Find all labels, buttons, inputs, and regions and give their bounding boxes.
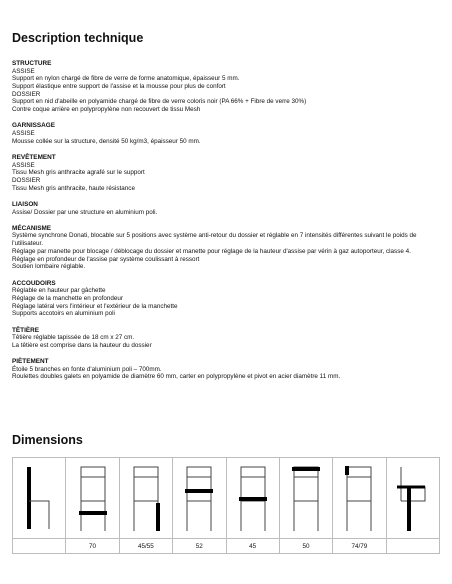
dimension-value	[386, 539, 439, 554]
spec-line: Tissu Mesh gris anthracite agrafé sur le support	[12, 169, 145, 177]
dimension-diagram-cell	[119, 458, 172, 539]
diagram-stroke	[401, 487, 425, 501]
spec-heading: REVÊTEMENT	[12, 154, 56, 161]
dimension-diagram-cell	[386, 458, 439, 539]
spec-heading: PIÈTEMENT	[12, 358, 49, 366]
chair-diagram-seat-back-outline	[21, 461, 57, 535]
dimension-diagram-cell	[13, 458, 66, 539]
spec-line: Têtière réglable tapissée de 18 cm x 27 cm.	[12, 334, 135, 342]
spec-section	[12, 60, 440, 114]
spec-line: Soutien lombaire réglable.	[12, 263, 86, 271]
chair-diagram-seat-depth	[75, 461, 111, 535]
chair-diagram-headrest-height	[341, 461, 377, 535]
spec-line: DOSSIER	[12, 90, 41, 98]
spec-line: Supports accotoirs en aluminium poli	[12, 310, 115, 318]
spec-line: Support élastique entre support de l'assise et la mousse pour plus de confort	[12, 83, 226, 90]
spec-heading: GARNISSAGE	[12, 122, 55, 130]
dimension-diagram-cell	[173, 458, 226, 539]
dimension-value: 45/55	[119, 539, 172, 554]
spec-section	[12, 327, 440, 350]
spec-line: ASSISE	[12, 161, 35, 169]
dimension-value: 70	[66, 539, 119, 554]
spec-line: Support en nid d'abeille en polyamide chargé de fibre de verre coloris noir (PA 66% + Fibre de verre 30%)	[12, 98, 307, 106]
spec-heading: TÊTIÈRE	[12, 326, 39, 334]
spec-heading: ACCOUDOIRS	[12, 279, 56, 287]
spec-line: Mousse collée sur la structure, densité 50 kg/m3, épaisseur 50 mm.	[12, 137, 201, 145]
spec-heading: STRUCTURE	[12, 60, 52, 67]
spec-section	[12, 358, 440, 381]
dimension-value: 45	[226, 539, 279, 554]
description-content	[12, 60, 440, 390]
spec-heading: MÉCANISME	[12, 224, 52, 232]
spec-heading: LIAISON	[12, 201, 38, 208]
spec-line: Assise/ Dossier par une structure en aluminium poli.	[12, 208, 158, 216]
dimension-value	[13, 539, 66, 554]
diagram-stroke	[29, 501, 49, 529]
dimension-diagram-cell	[333, 458, 386, 539]
section-title-description: Description technique	[12, 31, 144, 45]
chair-diagram-arm-support	[395, 461, 431, 535]
spec-line: Contre coque arrière en polypropylène non recouvert de tissu Mesh	[12, 106, 201, 114]
chair-diagram-armrest-height	[181, 461, 217, 535]
spec-line: La têtière est comprise dans la hauteur du dossier	[12, 341, 152, 349]
spec-section	[12, 280, 440, 318]
spec-section	[12, 201, 440, 216]
spec-line: Roulettes doubles galets en polyamide de diamètre 60 mm, carter en polypropylène et pivot en acier diamètre 11 mm.	[12, 373, 341, 381]
spec-section	[12, 225, 440, 271]
dimensions-table	[12, 457, 440, 554]
chair-diagram-seat-width	[235, 461, 271, 535]
dimension-diagram-cell	[66, 458, 119, 539]
chair-diagram-headrest-width	[288, 461, 324, 535]
spec-line: ASSISE	[12, 130, 35, 137]
spec-line: Étoile 5 branches en fonte d'aluminium poli – 700mm.	[12, 365, 162, 373]
spec-line: Tissu Mesh gris anthracite, haute résistance	[12, 184, 135, 192]
spec-section	[12, 122, 440, 145]
spec-line: Réglage de la manchette en profondeur	[12, 294, 123, 302]
spec-line: Réglable en hauteur par gâchette	[12, 287, 106, 295]
dimension-diagram-cell	[226, 458, 279, 539]
spec-line: Réglage en profondeur de l'assise par système coulissant à ressort	[12, 255, 200, 263]
spec-section	[12, 154, 440, 192]
spec-line: Réglage latéral vers l'intérieur et l'extérieur de la manchette	[12, 302, 178, 310]
dimension-value: 74/79	[333, 539, 386, 554]
dimension-value: 52	[173, 539, 226, 554]
section-title-dimensions: Dimensions	[12, 433, 83, 447]
dimension-value: 50	[279, 539, 332, 554]
spec-line: Support en nylon chargé de fibre de verre de forme anatomique, épaisseur 5 mm.	[12, 75, 240, 83]
dimension-diagram-cell	[279, 458, 332, 539]
spec-line: ASSISE	[12, 67, 35, 75]
spec-line: Système synchrone Donati, blocable sur 5 positions avec système anti-retour du dossier et réglable en 7 intensités différentes suivant le poids de l'utilisateur.	[12, 232, 417, 248]
chair-diagram-seat-height	[128, 461, 164, 535]
spec-line: Réglage par manette pour blocage / déblocage du dossier et manette pour réglage de la hauteur d'assise par vérin à gaz autoporteur, classe 4.	[12, 247, 411, 255]
spec-line: DOSSIER	[12, 177, 41, 184]
